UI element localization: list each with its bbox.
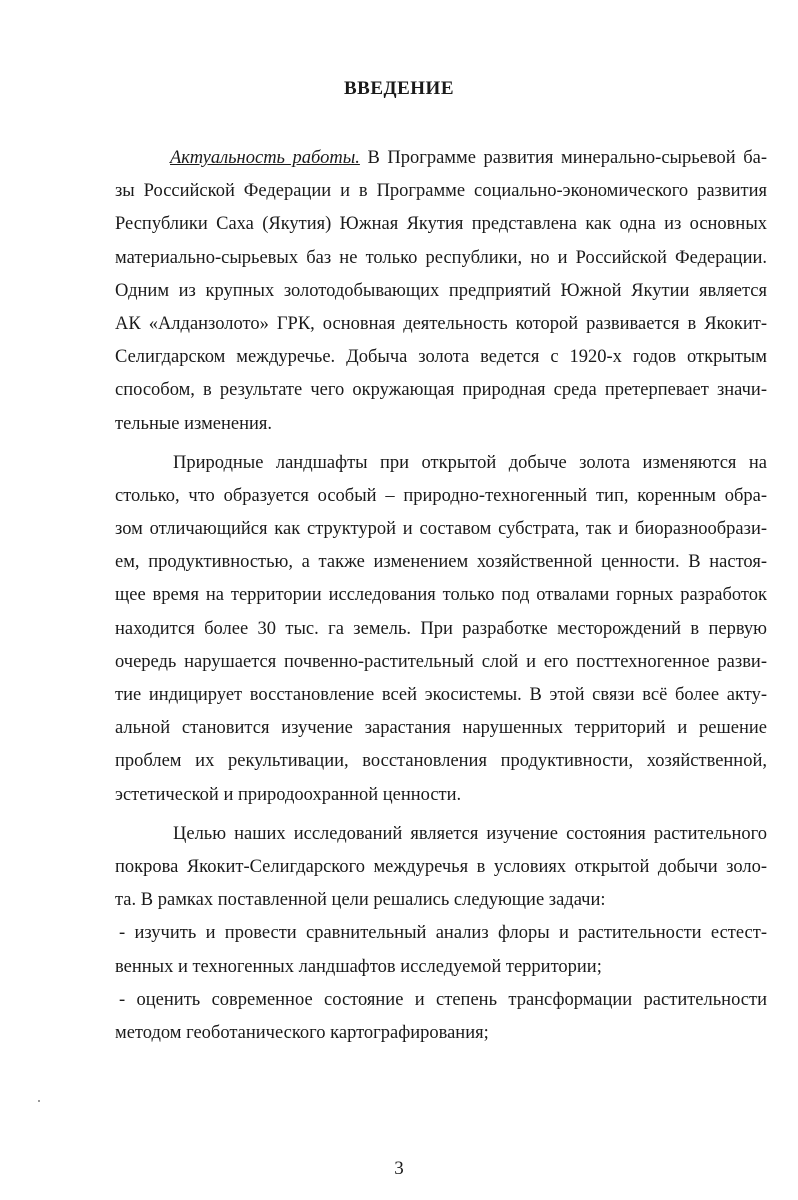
paragraph-2-line: проблем их рекультивации, восстановления продуктивности, хозяйственной, (115, 751, 767, 772)
page-number: 3 (394, 1158, 404, 1179)
task-item-1-line: - изучить и провести сравнительный анализ флоры и растительности естест- (119, 923, 767, 944)
paragraph-1-line: материально-сырьевых баз не только республики, но и Российской Федерации. (115, 247, 767, 268)
paragraph-1-line: Селигдарском междуречье. Добыча золота ведется с 1920-х годов открытым (115, 347, 767, 368)
paragraph-2-line: ем, продуктивностью, а также изменением хозяйственной ценности. В настоя- (115, 552, 767, 573)
paragraph-1-line: Одним из крупных золотодобывающих предприятий Южной Якутии является (115, 280, 767, 301)
paragraph-2-line: Природные ландшафты при открытой добыче золота изменяются на (173, 452, 767, 473)
paragraph-1-line: тельные изменения. (115, 413, 273, 434)
paragraph-1-line: зы Российской Федерации и в Программе социально-экономического развития (115, 181, 767, 202)
body-text (115, 142, 767, 1050)
task-item-2-line: - оценить современное состояние и степень трансформации растительности (119, 989, 767, 1010)
page-title: ВВЕДЕНИЕ (344, 78, 454, 99)
paragraph-1-line: АК «Алданзолото» ГРК, основная деятельность которой развивается в Якокит- (115, 313, 767, 334)
paragraph-3-line: покрова Якокит-Селигдарского междуречья в условиях открытой добычи золо- (115, 856, 767, 877)
paragraph-2-line: эстетической и природоохранной ценности. (115, 784, 462, 805)
task-item-1-line: венных и техногенных ландшафтов исследуемой территории; (115, 956, 602, 977)
paragraph-1-line-1 (115, 142, 767, 175)
paragraph-2-line: щее время на территории исследования только под отвалами горных разработок (115, 585, 767, 606)
paragraph-2-line: тие индицирует восстановление всей экосистемы. В этой связи всё более акту- (115, 685, 767, 705)
paragraph-1-line: Республики Саха (Якутия) Южная Якутия представлена как одна из основных (115, 214, 767, 235)
paragraph-2-line: находится более 30 тыс. га земель. При разработке месторождений в первую (115, 618, 767, 639)
relevance-heading: Актуальность работы. (170, 148, 360, 168)
paragraph-3-line: Целью наших исследований является изучение состояния растительного (173, 823, 767, 844)
paragraph-3-line: та. В рамках поставленной цели решались следующие задачи: (115, 890, 606, 911)
task-item-2-line: методом геоботанического картографирования; (115, 1022, 489, 1043)
paragraph-1-line-1-text: В Программе развития минерально-сырьевой ба- (359, 148, 767, 168)
paragraph-2-line: очередь нарушается почвенно-растительный слой и его посттехногенное разви- (115, 651, 767, 672)
paragraph-1-line: способом, в результате чего окружающая природная среда претерпевает значи- (115, 380, 767, 401)
paragraph-2-line: альной становится изучение зарастания нарушенных территорий и решение (115, 718, 767, 739)
paragraph-2-line: зом отличающийся как структурой и составом субстрата, так и биоразнообрази- (115, 519, 767, 540)
scan-speck (38, 1100, 40, 1102)
paragraph-2-line: столько, что образуется особый – природно-техногенный тип, коренным обра- (115, 485, 767, 506)
